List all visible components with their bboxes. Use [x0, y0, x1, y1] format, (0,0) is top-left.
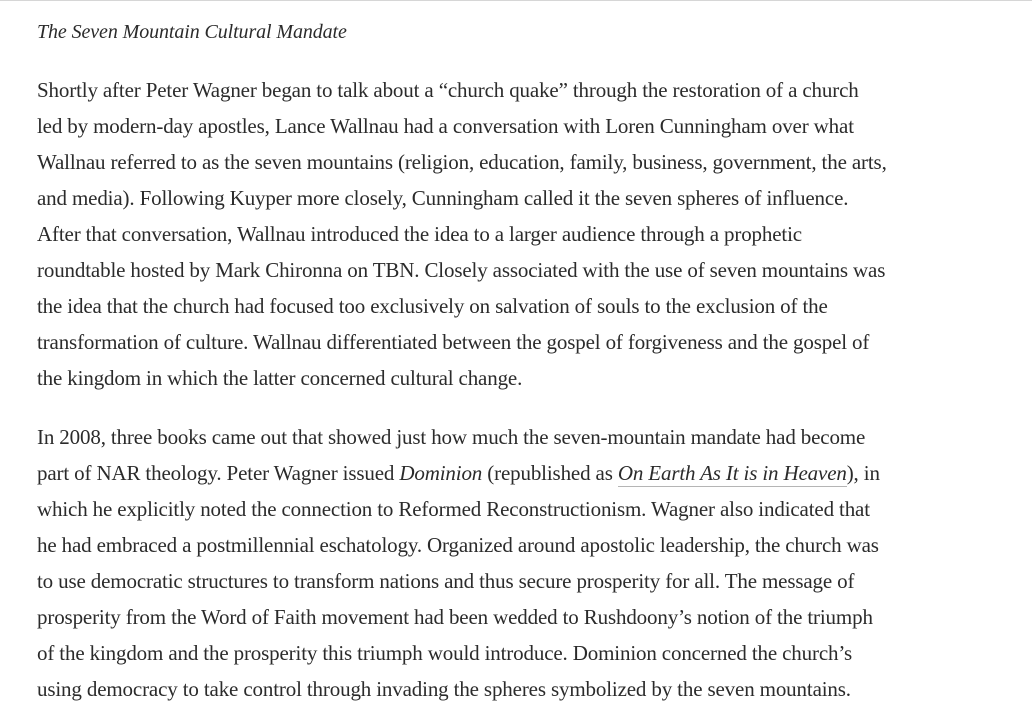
text-segment: part of NAR theology. Peter Wagner issued [37, 461, 400, 485]
paragraph-line: which he explicitly noted the connection to Reformed Reconstructionism. Wagner also indicated that [37, 497, 870, 521]
paragraph-line: led by modern-day apostles, Lance Wallnau had a conversation with Loren Cunningham over what [37, 114, 854, 138]
paragraph-line: and media). Following Kuyper more closely, Cunningham called it the seven spheres of influence. [37, 186, 849, 210]
paragraph-line: using democracy to take control through invading the spheres symbolized by the seven mountains. [37, 677, 851, 701]
paragraph-line: Shortly after Peter Wagner began to talk about a “church quake” through the restoration of a church [37, 78, 859, 102]
paragraph-line: prosperity from the Word of Faith movement had been wedded to Rushdoony’s notion of the triumph [37, 605, 873, 629]
paragraph-line: transformation of culture. Wallnau differentiated between the gospel of forgiveness and the gospel of [37, 330, 870, 354]
text-segment: (republished as [482, 461, 618, 485]
section-heading: The Seven Mountain Cultural Mandate [37, 21, 347, 43]
paragraph-line-with-titles [37, 455, 880, 491]
text-segment: ), in [846, 461, 880, 485]
paragraph-line: roundtable hosted by Mark Chironna on TBN. Closely associated with the use of seven mountains was [37, 258, 886, 282]
paragraph-line: Wallnau referred to as the seven mountains (religion, education, family, business, government, the arts, [37, 150, 887, 174]
paragraph-seven-mountains-origin [37, 72, 887, 396]
paragraph-line: the kingdom in which the latter concerned cultural change. [37, 366, 523, 390]
paragraph-2008-books [37, 419, 880, 707]
paragraph-line: After that conversation, Wallnau introduced the idea to a larger audience through a prophetic [37, 222, 802, 246]
paragraph-line: of the kingdom and the prosperity this triumph would introduce. Dominion concerned the church’s [37, 641, 853, 665]
paragraph-line: to use democratic structures to transform nations and thus secure prosperity for all. The message of [37, 569, 855, 593]
book-title-dominion: Dominion [399, 461, 483, 485]
paragraph-line: he had embraced a postmillennial eschatology. Organized around apostolic leadership, the church was [37, 533, 879, 557]
paragraph-line: the idea that the church had focused too exclusively on salvation of souls to the exclusion of the [37, 294, 828, 318]
paragraph-line: In 2008, three books came out that showed just how much the seven-mountain mandate had become [37, 425, 866, 449]
book-link-on-earth-as-it-is-in-heaven[interactable]: On Earth As It is in Heaven [617, 461, 847, 485]
